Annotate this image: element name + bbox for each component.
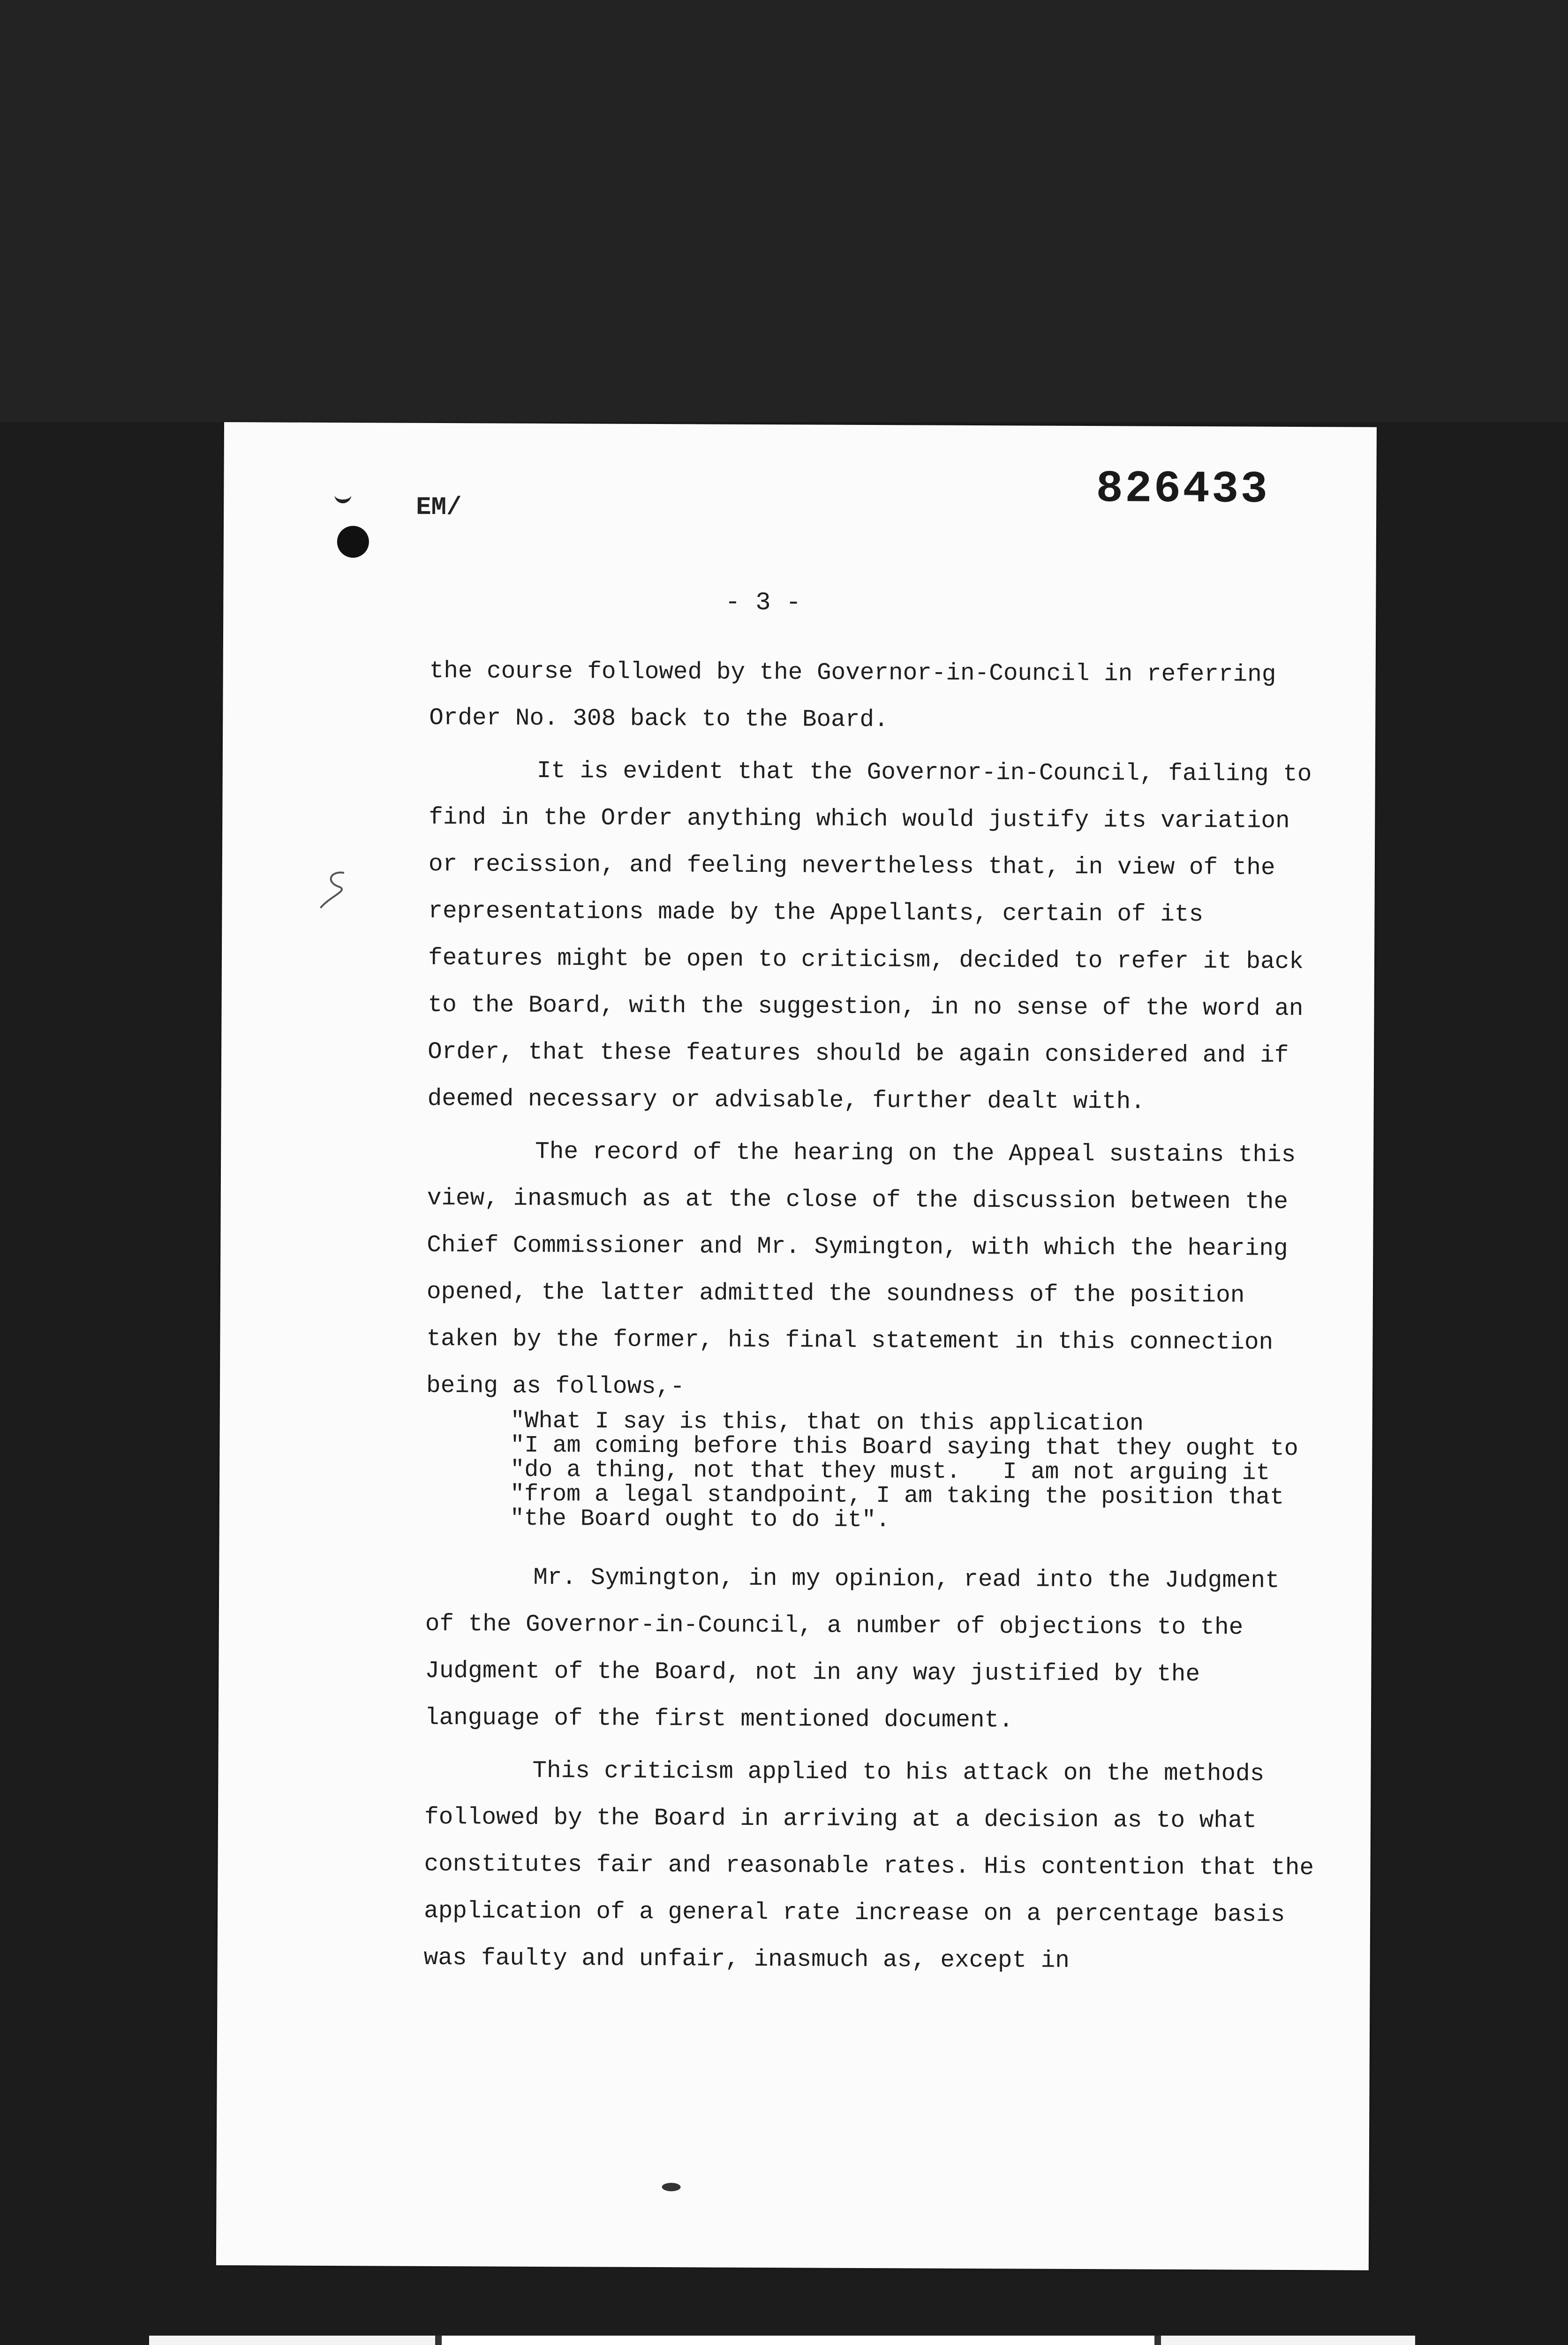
page-number: - 3 - <box>725 588 801 618</box>
quote-line: "do a thing, not that they must. I am not arguing it <box>510 1456 1270 1487</box>
margin-pencil-mark <box>316 868 353 910</box>
typist-initials: EM/ <box>416 493 462 522</box>
document-number-stamp: 826433 <box>1096 463 1270 515</box>
quote-line: "the Board ought to do it". <box>510 1505 890 1534</box>
quote-line: "What I say is this, that on this application <box>510 1407 1144 1437</box>
document-body <box>423 648 1320 1991</box>
quote-line: "I am coming before this Board saying that they ought to <box>510 1432 1298 1463</box>
document-page <box>216 422 1377 2270</box>
paragraph: the course followed by the Governor-in-Council in referring Order No. 308 back to the Board. <box>429 658 1276 734</box>
paragraph: Mr. Symington, in my opinion, read into the Judgment of the Governor-in-Council, a number of objections to the Judgment of the Board, not in any way justified by the language of the first mentioned document. <box>424 1564 1280 1734</box>
paragraph: It is evident that the Governor-in-Council, failing to find in the Order anything which would justify its variation or recission, and feeling nevertheless that, in view of the representations made by the Appellants, certain of its features might be open to criticism, decided to refer it back to the Board, with the suggestion, in no sense of the word an Order, that these features should be again considered and if deemed necessary or advisable, further dealt with. <box>427 757 1312 1116</box>
series-strip <box>435 2336 1161 2345</box>
pencil-mark <box>334 493 351 503</box>
punch-hole <box>337 526 369 558</box>
block-quote <box>510 1409 1317 1535</box>
quote-line: "from a legal standpoint, I am taking the position that <box>510 1481 1284 1511</box>
archive-label-card <box>149 2336 1415 2345</box>
paper-speck <box>662 2183 681 2191</box>
microfilm-frame-top <box>0 0 1568 422</box>
paragraph: This criticism applied to his attack on the methods followed by the Board in arriving at a decision as to what constitutes fair and reasonable rates. His contention that the application of a general rate increase on a percentage basis was faulty and unfair, inasmuch as, except in <box>423 1757 1314 1974</box>
paragraph: The record of the hearing on the Appeal sustains this view, inasmuch as at the close of the discussion between the Chief Commissioner and Mr. Symington, with which the hearing opened, the latter admitted the soundness of the position taken by the former, his final statement in this connection being as follows,- <box>426 1138 1296 1401</box>
